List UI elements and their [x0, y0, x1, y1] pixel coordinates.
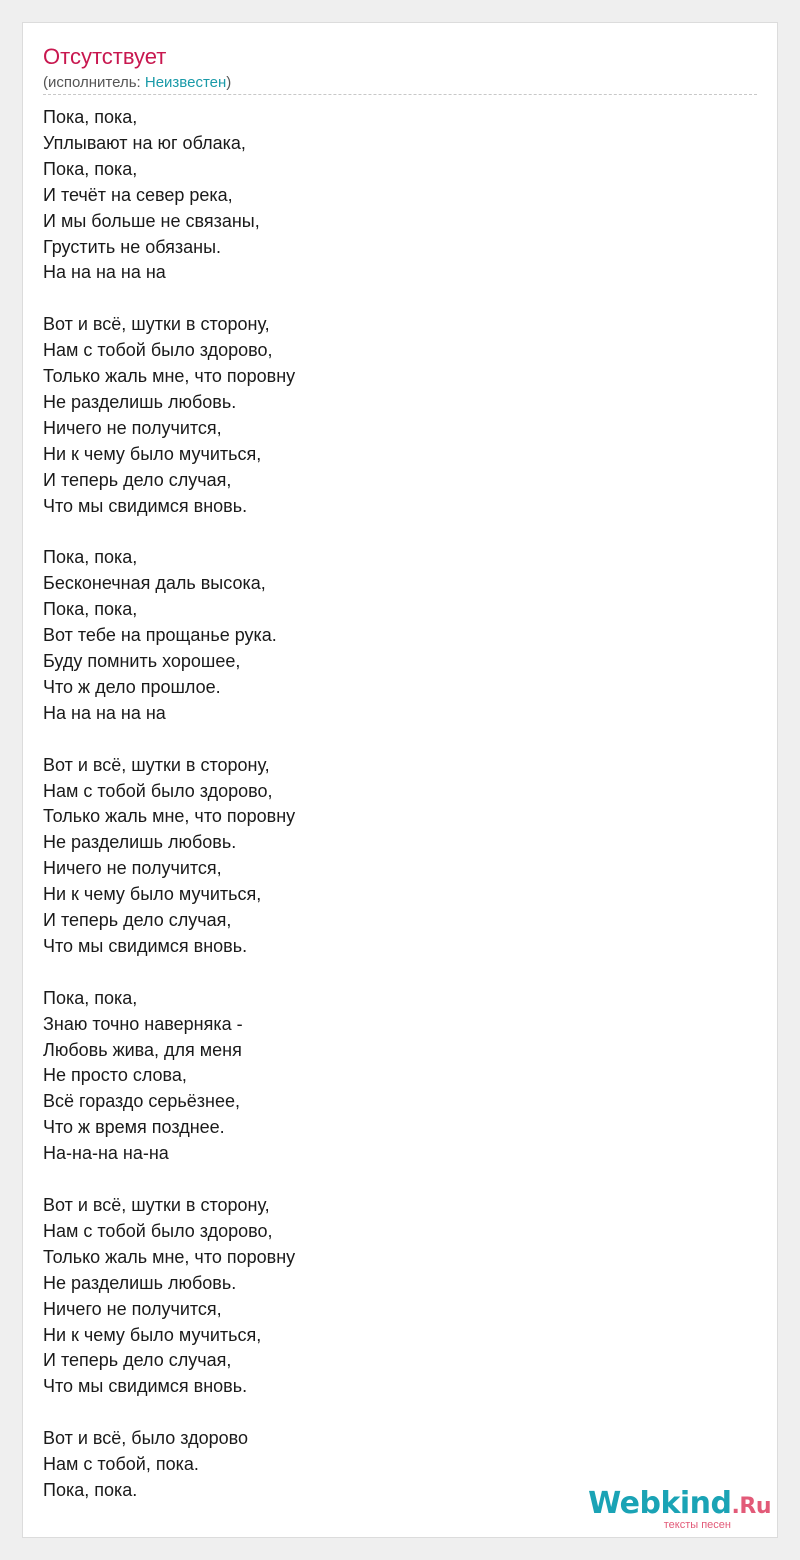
lyrics-line: Ничего не получится, — [43, 858, 222, 879]
lyrics-line: Нам с тобой было здорово, — [43, 340, 273, 361]
lyrics-stanza — [43, 1426, 295, 1504]
lyrics-line: Вот и всё, было здорово — [43, 1428, 249, 1449]
lyrics-line: Что мы свидимся вновь. — [43, 495, 248, 516]
lyrics-line: Только жаль мне, что поровну — [43, 806, 296, 827]
lyrics-line: И теперь дело случая, — [43, 910, 232, 931]
lyrics-line: На на на на на — [43, 262, 166, 283]
lyrics-line: Только жаль мне, что поровну — [43, 366, 296, 387]
title-divider — [43, 94, 757, 95]
lyrics-line: Нам с тобой, пока. — [43, 1454, 199, 1475]
lyrics-line: Что мы свидимся вновь. — [43, 1376, 248, 1397]
lyrics-line: Пока, пока, — [43, 107, 138, 127]
lyrics-line: Вот тебе на прощанье рука. — [43, 625, 277, 646]
song-title: Отсутствует — [43, 44, 167, 69]
lyrics-line: Ни к чему было мучиться, — [43, 443, 262, 464]
lyrics-line: Вот и всё, шутки в сторону, — [43, 1194, 270, 1215]
lyrics-line: Любовь жива, для меня — [43, 1039, 242, 1060]
lyrics-line: И теперь дело случая, — [43, 469, 232, 490]
lyrics-stanza — [43, 1193, 295, 1400]
lyrics-stanza — [43, 312, 295, 519]
lyrics-line: Вот и всё, шутки в сторону, — [43, 314, 270, 335]
lyrics-line: Ничего не получится, — [43, 417, 222, 438]
performer-line — [43, 73, 231, 93]
lyrics-line: Не разделишь любовь. — [43, 391, 237, 412]
lyrics-card — [22, 22, 778, 1538]
lyrics-line: Буду помнить хорошее, — [43, 651, 241, 671]
logo-tagline: тексты песен — [663, 1519, 731, 1531]
lyrics-line: Пока, пока. — [43, 1479, 138, 1500]
lyrics-line: Ничего не получится, — [43, 1298, 222, 1319]
lyrics-line: Пока, пока, — [43, 158, 138, 179]
lyrics-line: Только жаль мне, что поровну — [43, 1246, 296, 1267]
logo-name: Webkind — [588, 1486, 732, 1521]
lyrics-line: И мы больше не связаны, — [43, 210, 260, 231]
lyrics-line: Нам с тобой было здорово, — [43, 780, 273, 801]
lyrics-line: Знаю точно наверняка - — [43, 1013, 243, 1034]
lyrics-line: Не разделишь любовь. — [43, 832, 237, 853]
lyrics-line: Что мы свидимся вновь. — [43, 935, 248, 956]
lyrics-line: Вот и всё, шутки в сторону, — [43, 754, 270, 775]
lyrics-line: Не просто слова, — [43, 1065, 187, 1086]
lyrics-line: И теперь дело случая, — [43, 1350, 232, 1371]
lyrics-line: Пока, пока, — [43, 547, 138, 568]
lyrics-line: Нам с тобой было здорово, — [43, 1220, 273, 1241]
lyrics-stanza — [43, 986, 295, 1167]
lyrics-line: Ни к чему было мучиться, — [43, 1324, 262, 1345]
performer-suffix: ) — [226, 74, 232, 91]
lyrics-line: Не разделишь любовь. — [43, 1272, 237, 1293]
performer-prefix: (исполнитель: — [43, 74, 145, 91]
lyrics-line: Ни к чему было мучиться, — [43, 884, 262, 905]
lyrics-line: Уплывают на юг облака, — [43, 132, 246, 153]
lyrics-line: И течёт на север река, — [43, 184, 233, 205]
lyrics-line: Бесконечная даль высока, — [43, 573, 266, 594]
lyrics-text — [43, 105, 295, 1504]
lyrics-line: Пока, пока, — [43, 599, 138, 620]
lyrics-stanza — [43, 105, 295, 286]
lyrics-line: Грустить не обязаны. — [43, 236, 222, 257]
lyrics-line: Всё гораздо серьёзнее, — [43, 1091, 241, 1112]
lyrics-line: На-на-на на-на — [43, 1143, 169, 1164]
lyrics-line: Что ж дело прошлое. — [43, 676, 221, 697]
lyrics-line: Пока, пока, — [43, 987, 138, 1008]
performer-link[interactable]: Неизвестен — [144, 74, 227, 91]
lyrics-stanza — [43, 545, 295, 726]
logo-tld: .Ru — [731, 1494, 771, 1519]
lyrics-stanza — [43, 753, 295, 960]
lyrics-line: Что ж время позднее. — [43, 1117, 225, 1138]
site-logo[interactable] — [581, 1487, 771, 1531]
lyrics-line: На на на на на — [43, 702, 166, 723]
